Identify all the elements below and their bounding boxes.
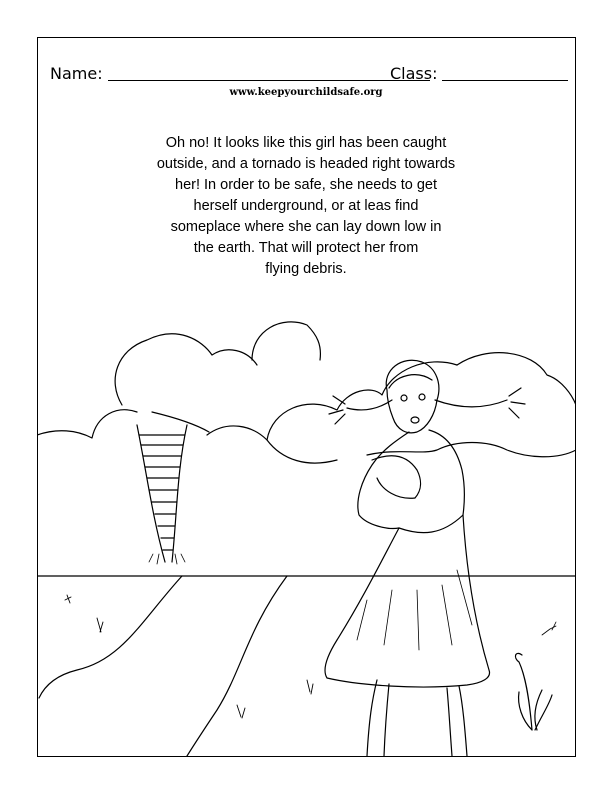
girl-figure (325, 360, 525, 756)
class-label: Class: (390, 64, 438, 83)
story-line: herself underground, or at leas find (193, 198, 419, 214)
name-class-header (50, 62, 570, 86)
name-blank-line[interactable] (108, 80, 430, 81)
tornado-funnel (137, 425, 187, 564)
story-line: flying debris. (265, 261, 347, 277)
storm-clouds (37, 322, 576, 463)
story-text (110, 133, 502, 280)
story-line: Oh no! It looks like this girl has been caught (165, 135, 447, 151)
class-blank-line[interactable] (442, 80, 568, 81)
story-line: outside, and a tornado is headed right towards (156, 156, 456, 172)
ground-and-road (37, 576, 576, 756)
tornado-girl-illustration (37, 300, 576, 756)
website-url: www.keepyourchildsafe.org (229, 87, 383, 98)
story-line: someplace where she can lay down low in (170, 219, 442, 235)
story-line: her! In order to be safe, she needs to get (175, 177, 437, 193)
flower-plant (515, 622, 556, 730)
story-line: the earth. That will protect her from (193, 240, 419, 256)
name-label: Name: (50, 64, 103, 83)
